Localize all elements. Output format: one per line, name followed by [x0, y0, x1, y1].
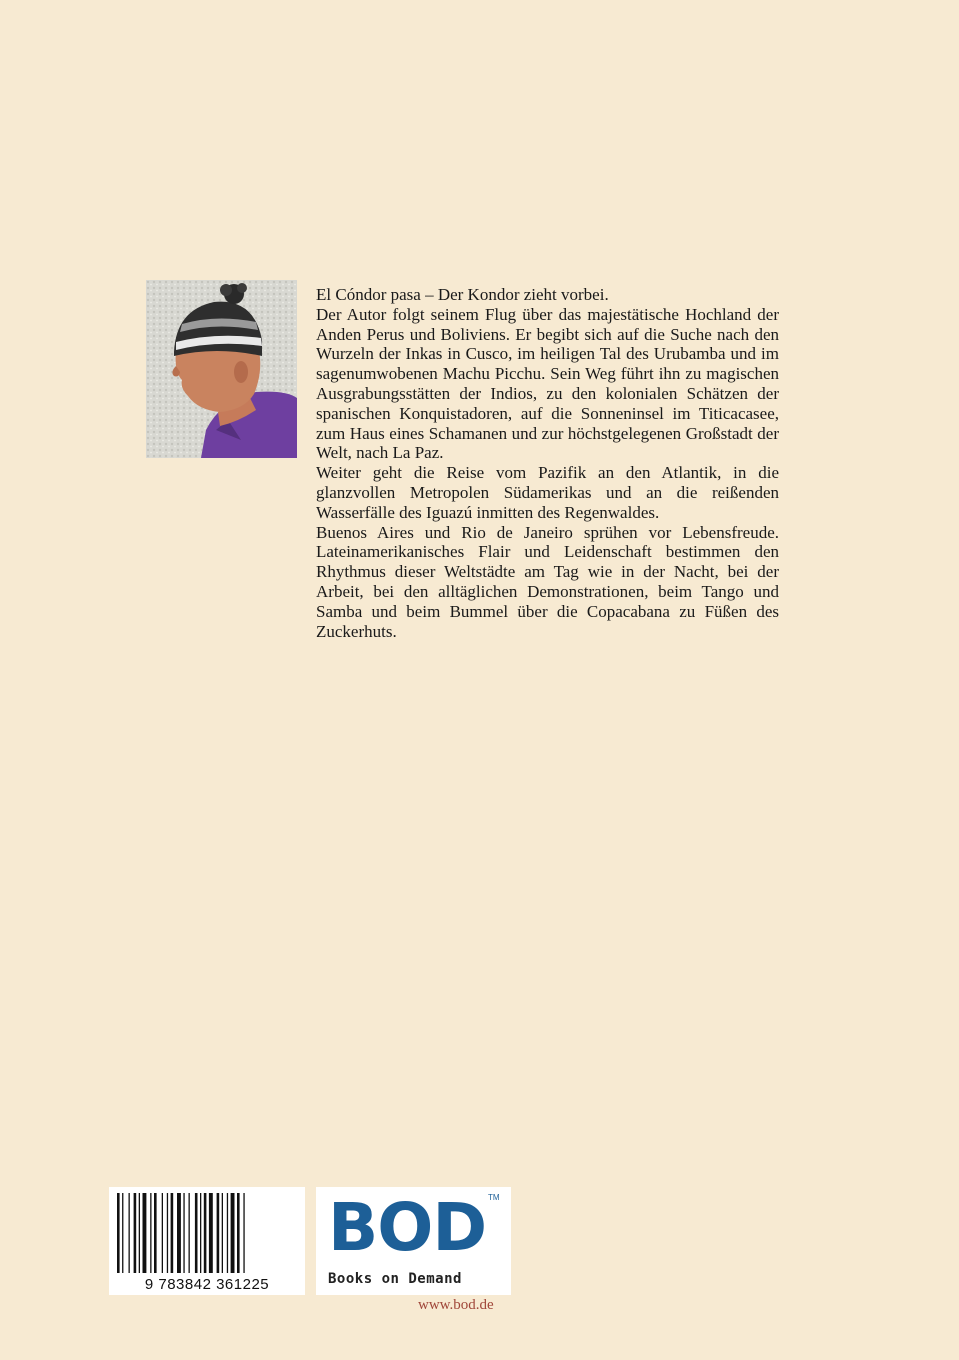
trademark-mark: TM — [488, 1193, 500, 1202]
blurb-paragraph: Buenos Aires und Rio de Janeiro sprühen vor Lebensfreude. Lateinamerikanisches Flair und Leidenschaft bestimmen den Rhythmus dieser Weltstädte am Tag wie in der Nacht, bei der Arbeit, bei den alltäglichen Demonstrationen, beim Tango und Samba und beim Bummel über die Copacabana zu Füßen des Zuckerhuts. — [316, 522, 779, 641]
publisher-logo — [316, 1187, 511, 1295]
blurb-paragraph: Der Autor folgt seinem Flug über das majestätische Hochland der Anden Perus und Boliviens. Er begibt sich auf die Suche nach den Wurzeln der Inkas in Cusco, im heiligen Tal des Urubamba und im sagenumwobenen Machu Picchu. Sein Weg führt ihn zu magischen Ausgrabungsstätten der Indios, zu den kolonialen Schätzen der spanischen Konquistadoren, auf die Sonneninsel im Titicacasee, zum Haus eines Schamanen und zur höchstgelegenen Großstadt der Welt, nach La Paz. — [316, 304, 779, 463]
book-blurb — [316, 285, 779, 641]
isbn-barcode — [109, 1187, 305, 1295]
blurb-paragraph: Weiter geht die Reise vom Pazifik an den Atlantik, in die glanzvollen Metropolen Südamerikas und an die reißenden Wasserfälle des Iguazú inmitten des Regenwaldes. — [316, 463, 779, 522]
isbn-number: 9 783842 361225 — [144, 1276, 270, 1293]
publisher-tagline: Books on Demand — [328, 1271, 462, 1287]
author-photo — [146, 280, 297, 458]
publisher-url: www.bod.de — [418, 1297, 494, 1313]
bod-logo-wordmark: BOD — [328, 1189, 487, 1266]
author-portrait-image — [146, 280, 297, 458]
blurb-title-line: El Cóndor pasa – Der Kondor zieht vorbei. — [316, 285, 609, 304]
